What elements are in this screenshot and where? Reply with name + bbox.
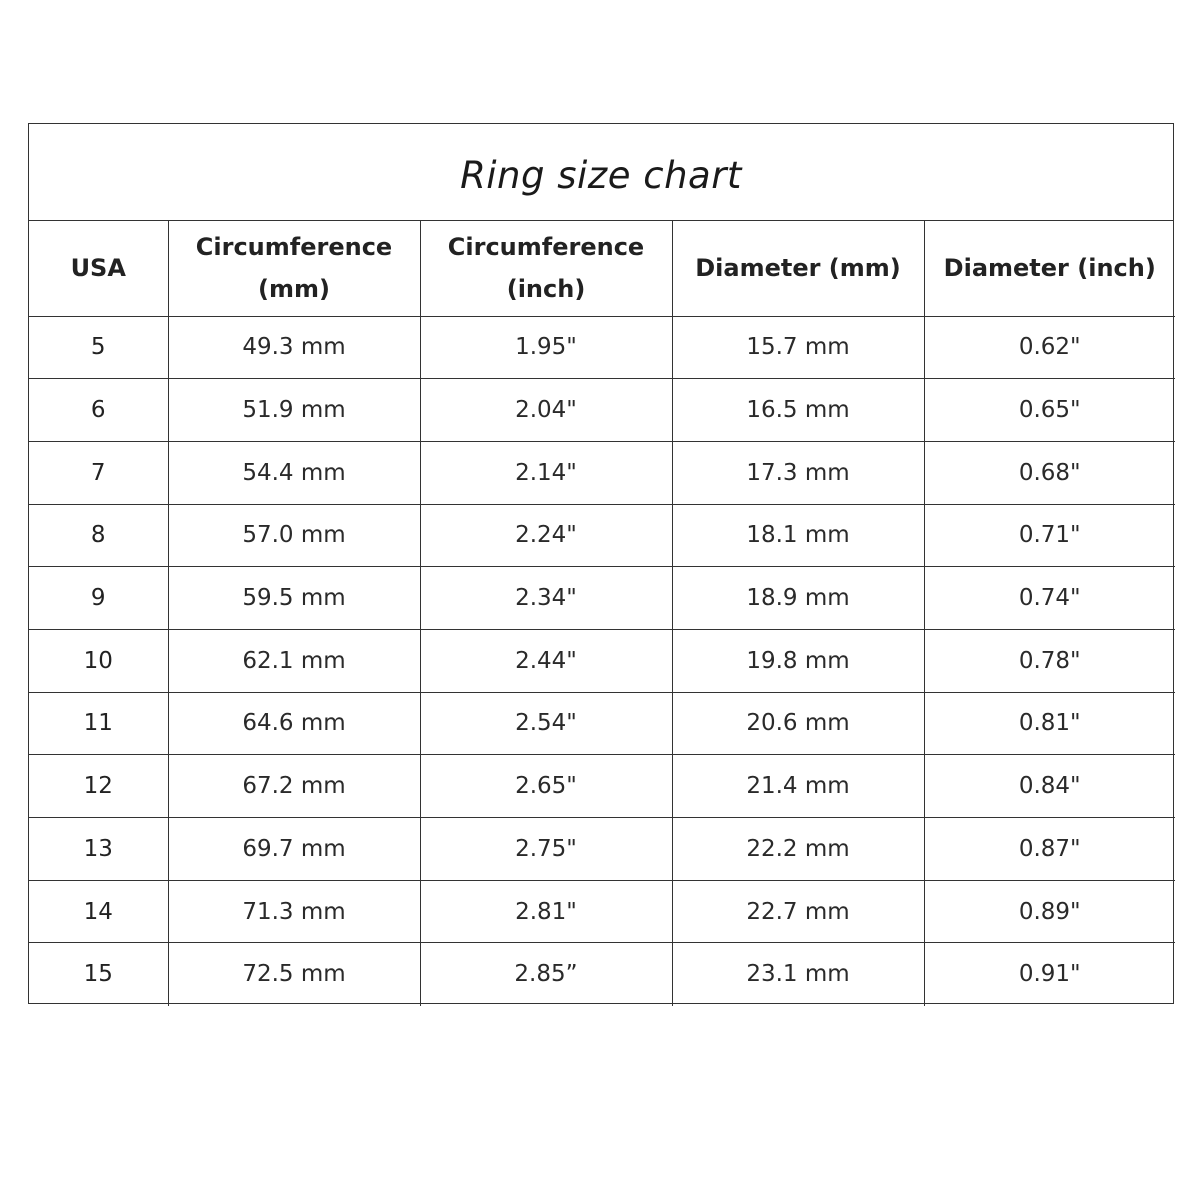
diameter-mm-cell: 19.8 mm [672,629,924,692]
circumference-mm-cell: 51.9 mm [168,379,420,442]
diameter-inch-cell: 0.65" [924,379,1175,442]
column-header-line: (inch) [506,275,586,304]
circumference-mm-cell: 54.4 mm [168,441,420,504]
circumference-inch-cell: 2.75" [420,818,672,881]
column-header-line: Circumference [195,233,393,262]
circumference-mm-cell: 57.0 mm [168,504,420,567]
column-header-line: USA [70,254,126,283]
diameter-inch-cell: 0.89" [924,880,1175,943]
diameter-inch-cell: 0.81" [924,692,1175,755]
column-header-line: Diameter (mm) [695,254,901,283]
diameter-inch-cell: 0.87" [924,818,1175,881]
diameter-inch-cell: 0.91" [1018,961,1081,988]
column-header-circumference-mm [168,221,420,316]
circumference-mm-cell: 72.5 mm [168,943,420,1006]
circumference-mm-cell: 59.5 mm [168,567,420,630]
circumference-mm-cell: 71.3 mm [168,880,420,943]
diameter-mm-cell: 22.2 mm [672,818,924,881]
diameter-mm-cell: 20.6 mm [672,692,924,755]
table-row [29,504,1175,567]
circumference-inch-cell: 2.34" [420,567,672,630]
ring-size-table [29,221,1175,1006]
diameter-mm-cell: 16.5 mm [672,379,924,442]
table-row [29,692,1175,755]
diameter-mm-cell: 22.7 mm [672,880,924,943]
table-row [29,379,1175,442]
chart-title-row [29,124,1173,221]
circumference-mm-cell: 49.3 mm [168,316,420,379]
column-header-diameter-mm [672,221,924,316]
diameter-inch-cell: 0.84" [924,755,1175,818]
table-row [29,629,1175,692]
column-header-line: Diameter (inch) [943,254,1156,283]
diameter-mm-cell: 21.4 mm [672,755,924,818]
circumference-inch-cell: 2.81" [420,880,672,943]
diameter-mm-cell: 23.1 mm [672,943,924,1006]
usa-size-cell: 11 [29,692,168,755]
diameter-mm-cell: 17.3 mm [672,441,924,504]
usa-size-cell: 9 [29,567,168,630]
header-row [29,221,1175,316]
circumference-inch-cell: 2.85” [420,943,672,1006]
diameter-inch-cell: 0.74" [924,567,1175,630]
usa-size-cell: 12 [29,755,168,818]
usa-size-cell: 7 [29,441,168,504]
circumference-mm-cell: 69.7 mm [168,818,420,881]
table-row [29,441,1175,504]
usa-size-cell: 6 [29,379,168,442]
diameter-inch-cell: 0.71" [924,504,1175,567]
circumference-mm-cell: 64.6 mm [168,692,420,755]
diameter-inch-cell: 0.78" [924,629,1175,692]
circumference-mm-cell: 62.1 mm [168,629,420,692]
circumference-inch-cell: 2.24" [420,504,672,567]
column-header-diameter-inch [924,221,1175,316]
usa-size-cell: 14 [29,880,168,943]
ring-size-chart [28,123,1174,1004]
diameter-mm-cell: 18.9 mm [672,567,924,630]
column-header-circumference-inch [420,221,672,316]
diameter-inch-cell: 0.62" [924,316,1175,379]
circumference-inch-cell: 2.65" [420,755,672,818]
diameter-mm-cell: 18.1 mm [672,504,924,567]
diameter-mm-cell: 15.7 mm [672,316,924,379]
table-row [29,818,1175,881]
table-row [29,567,1175,630]
diameter-inch-cell: 0.68" [924,441,1175,504]
circumference-inch-cell: 1.95" [420,316,672,379]
circumference-inch-cell: 2.14" [420,441,672,504]
column-header-line: Circumference [447,233,645,262]
usa-size-cell: 8 [29,504,168,567]
table-row [29,880,1175,943]
column-header-usa [29,221,168,316]
circumference-inch-cell: 2.44" [420,629,672,692]
usa-size-cell: 15 [29,943,168,1006]
chart-title: Ring size chart [460,153,742,197]
circumference-mm-cell: 67.2 mm [168,755,420,818]
circumference-inch-cell: 2.54" [420,692,672,755]
table-body [29,316,1175,1006]
table-row [29,755,1175,818]
table-row [29,943,1175,1006]
usa-size-cell: 13 [29,818,168,881]
column-header-line: (mm) [258,275,330,304]
table-row [29,316,1175,379]
usa-size-cell: 5 [29,316,168,379]
usa-size-cell: 10 [29,629,168,692]
circumference-inch-cell: 2.04" [420,379,672,442]
